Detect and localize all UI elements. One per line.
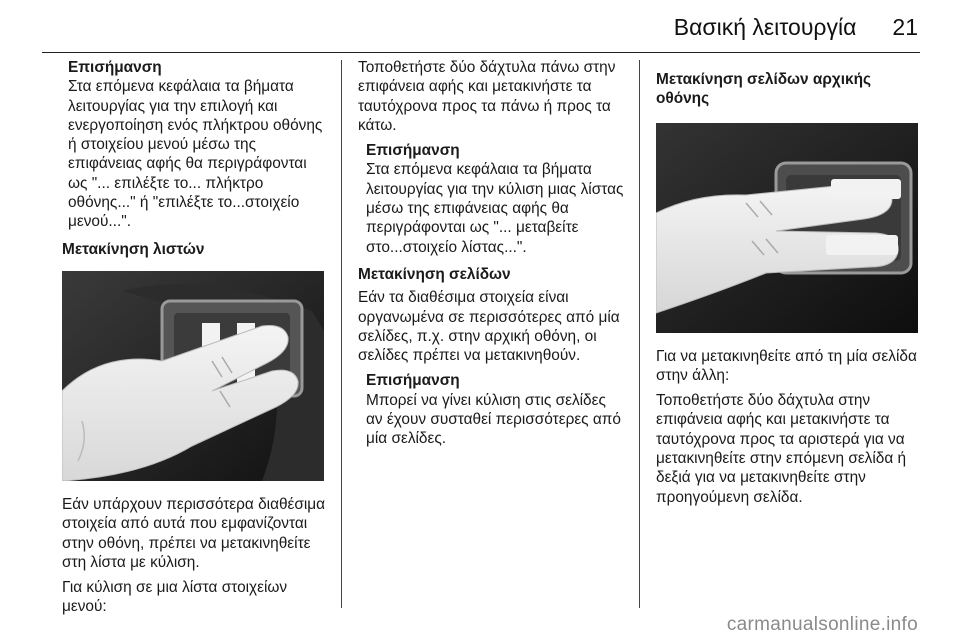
- header-divider: [42, 52, 920, 53]
- note-title: Επισήμανση: [366, 142, 460, 160]
- paragraph: Εάν τα διαθέσιμα στοιχεία είναι οργανωμένα σε περισσότερες από μία σελίδες, π.χ. στην αρχική οθόνη, οι σελίδες πρέπει να μετακινηθούν.: [358, 289, 620, 365]
- section-heading-list-scroll: Μετακίνηση λιστών: [62, 240, 205, 258]
- note-title: Επισήμανση: [68, 59, 162, 76]
- note-list-scroll: [366, 141, 626, 257]
- paragraph: Για να μετακινηθείτε από τη μία σελίδα στην άλλη:: [656, 347, 917, 384]
- paragraph: Τοποθετήστε δύο δάχτυλα πάνω στην επιφάνεια αφής και μετακινήστε τα ταυτόχρονα προς τα πάνω ή προς τα κάτω.: [358, 59, 616, 134]
- column-left: [62, 58, 330, 623]
- column-right: [656, 58, 922, 513]
- note-page-scroll: [366, 371, 626, 448]
- page-number: 21: [892, 14, 918, 40]
- watermark: carmanualsonline.info: [726, 614, 918, 635]
- note-text: Στα επόμενα κεφάλαια τα βήματα λειτουργίας για την κύλιση μιας λίστας μέσω της επιφάνειας αφής θα περιγράφονται ως "... μεταβείτε στο...στοιχείο λίστας...".: [366, 161, 624, 256]
- page-header: [674, 14, 918, 41]
- page-title: Βασική λειτουργία: [673, 14, 857, 40]
- touchpad-two-finger-vertical-illustration: [62, 271, 324, 481]
- column-divider: [341, 60, 342, 608]
- note-title: Επισήμανση: [366, 372, 460, 390]
- note-text: Μπορεί να γίνει κύλιση στις σελίδες αν έχουν συσταθεί περισσότερες από μία σελίδες.: [366, 391, 621, 448]
- note-text: Στα επόμενα κεφάλαια τα βήματα λειτουργίας για την επιλογή και ενεργοποίηση ενός πλήκτρου οθόνης ή στοιχείου μενού μέσω της επιφάνειας αφής θα περιγράφονται ως "... επιλέξτε το... πλήκτρο οθόνης..." ή "επιλέξτε το...στοιχείο μενού...".: [68, 78, 323, 231]
- paragraph: Εάν υπάρχουν περισσότερα διαθέσιμα στοιχεία από αυτά που εμφανίζονται στην οθόνη, πρέπει να μετακινηθείτε στη λίστα με κύλιση.: [62, 495, 326, 571]
- column-middle: [358, 58, 626, 455]
- section-heading-page-scroll: Μετακίνηση σελίδων: [358, 265, 511, 283]
- touchpad-two-finger-horizontal-illustration: [656, 123, 918, 333]
- paragraph: Τοποθετήστε δύο δάχτυλα στην επιφάνεια αφής και μετακινήστε τα ταυτόχρονα προς τα αριστερά για να μετακινηθείτε στην επόμενη σελίδα ή δεξιά για να μετακινηθείτε στην προηγούμενη σελίδα.: [656, 392, 907, 506]
- illustration-page-scroll: [656, 123, 918, 333]
- illustration-list-scroll: [62, 271, 324, 481]
- paragraph: Για κύλιση σε μια λίστα στοιχείων μενού:: [62, 579, 288, 616]
- section-heading-home-pages: Μετακίνηση σελίδων αρχικής οθόνης: [656, 71, 871, 108]
- column-divider: [639, 60, 640, 608]
- note-selection: [68, 58, 330, 232]
